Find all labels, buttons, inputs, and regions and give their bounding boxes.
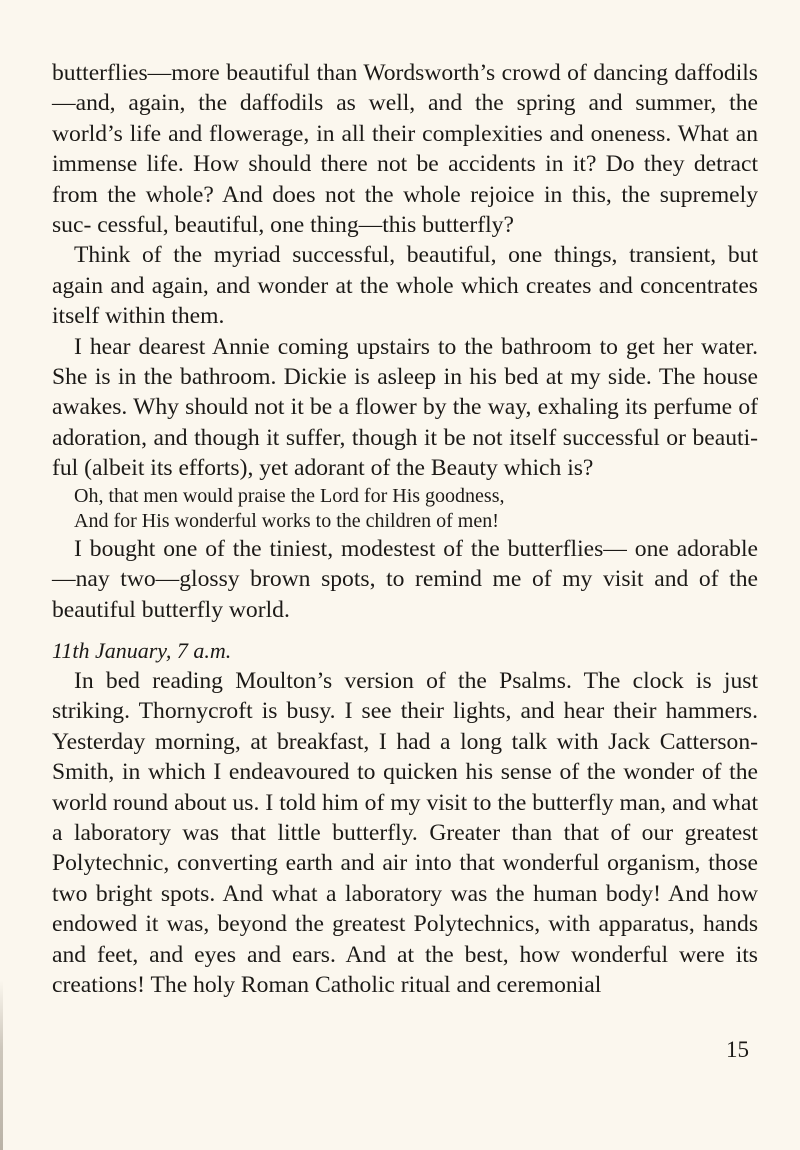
- psalm-quotation: [74, 484, 758, 534]
- paragraph-annie: I hear dearest Annie coming upstairs to the bathroom to get her water. She is in the bathroom. Dickie is asleep in his bed at my side. The house awakes. Why should not it be a flower by the way, exhaling its perfume of adoration, and though it suffer, though it be not itself successful or beauti- ful (albeit its efforts), yet adorant of the Beauty which is?: [52, 333, 758, 482]
- page-number: 15: [726, 1037, 749, 1062]
- paragraph-butterflies: butterflies—more beautiful than Wordsworth’s crowd of dancing daffodils—and, again, the daffodils as well, and the spring and summer, the world’s life and flowerage, in all their complexities and oneness. What an immense life. How should there not be accidents in it? Do they detract from the whole? And does not the whole rejoice in this, the supremely suc- cessful, beautiful, one thing—this butterfly?: [52, 60, 758, 239]
- dateline-time: , 7 a.m.: [165, 637, 232, 663]
- paragraph-myriad: Think of the myriad successful, beautiful, one things, transient, but again and again, and wonder at the whole which creates and concentrates itself within them.: [52, 242, 758, 330]
- paragraph-bought: I bought one of the tiniest, modestest of the butterflies— one adorable—nay two—glossy brown spots, to remind me of my visit and of the beautiful butterfly world.: [52, 535, 758, 623]
- binding-shadow: [0, 980, 3, 1150]
- paragraph-moulton: In bed reading Moulton’s version of the Psalms. The clock is just striking. Thornycroft is busy. I see their lights, and hear their hammers. Yesterday morning, at breakfast, I had a long talk with Jack Catterson-Smith, in which I endeavoured to quicken his sense of the wonder of the world round about us. I told him of my visit to the butterfly man, and what a laboratory was that little butterfly. Greater than that of our greatest Polytechnic, converting earth and air into that wonderful organism, those two bright spots. And what a laboratory was the human body! And how endowed it was, beyond the greatest Polytechnics, with apparatus, hands and feet, and eyes and ears. And at the best, how wonderful were its creations! The holy Roman Catholic ritual and ceremonial: [52, 667, 758, 998]
- dateline-day: 11th January: [52, 637, 166, 663]
- psalm-line-2: And for His wonderful works to the children of men!: [74, 509, 499, 532]
- diary-dateline: [52, 635, 758, 666]
- psalm-line-1: Oh, that men would praise the Lord for His goodness,: [74, 484, 505, 507]
- page-body: [52, 58, 758, 1000]
